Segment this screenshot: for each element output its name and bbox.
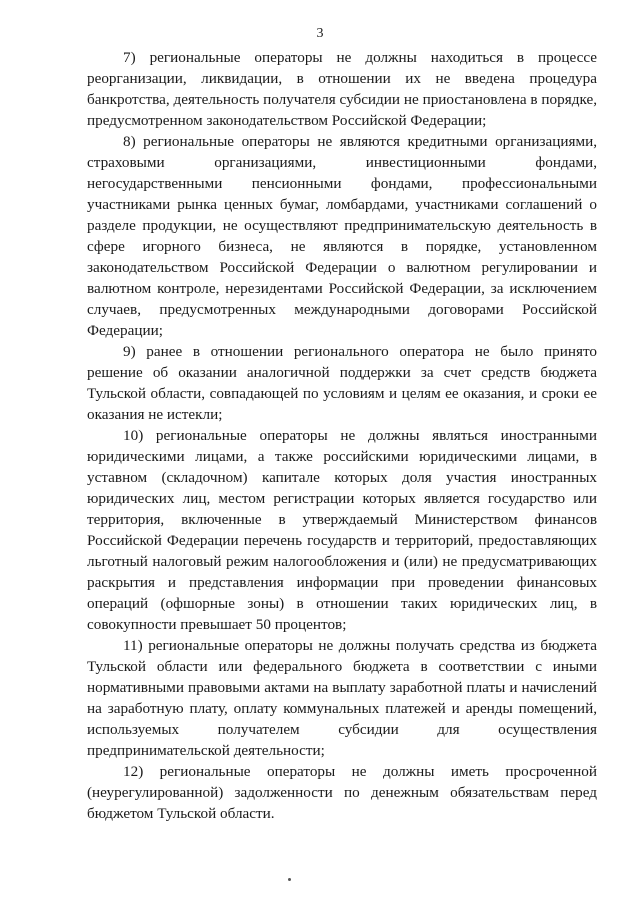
- page-number: 3: [316, 26, 324, 41]
- paragraph-item-7: 7) региональные операторы не должны находиться в процессе реорганизации, ликвидации, в отношении их не введена процедура банкротства, деятельность получателя субсидии не приостановлена в порядке, предусмотренном законодательством Российской Федерации;: [87, 49, 597, 129]
- document-body: [87, 47, 597, 824]
- paragraph-item-8: 8) региональные операторы не являются кредитными организациями, страховыми организациями, инвестиционными фондами, негосударственными пенсионными фондами, профессиональными участниками рынка ценных бумаг, ломбардами, участниками соглашений о разделе продукции, не осуществляют предпринимательскую деятельность в сфере игорного бизнеса, не являются в порядке, установленном законодательством Российской Федерации о валютном регулировании и валютном контроле, нерезидентами Российской Федерации, за исключением случаев, предусмотренных международными договорами Российской Федерации;: [87, 133, 597, 339]
- scan-speck: [288, 878, 291, 881]
- paragraph-item-11: 11) региональные операторы не должны получать средства из бюджета Тульской области или федерального бюджета в соответствии с иными нормативными правовыми актами на выплату заработной платы и начислений на заработную плату, оплату коммунальных платежей и аренды помещений, используемых получателем субсидии для осуществления предпринимательской деятельности;: [87, 637, 597, 759]
- paragraph-item-9: 9) ранее в отношении регионального оператора не было принято решение об оказании аналогичной поддержки за счет средств бюджета Тульской области, совпадающей по условиям и целям ее оказания, и сроки ее оказания не истекли;: [87, 343, 597, 423]
- paragraph-item-12: 12) региональные операторы не должны иметь просроченной (неурегулированной) задолженности по денежным обязательствам перед бюджетом Тульской области.: [87, 763, 597, 822]
- paragraph-item-10: 10) региональные операторы не должны являться иностранными юридическими лицами, а также российскими юридическими лицами, в уставном (складочном) капитале которых доля участия иностранных юридических лиц, местом регистрации которых является государство или территория, включенные в утверждаемый Министерством финансов Российской Федерации перечень государств и территорий, предоставляющих льготный налоговый режим налогообложения и (или) не предусматривающих раскрытия и представления информации при проведении финансовых операций (офшорные зоны) в отношении таких юридических лиц, в совокупности превышает 50 процентов;: [87, 427, 597, 633]
